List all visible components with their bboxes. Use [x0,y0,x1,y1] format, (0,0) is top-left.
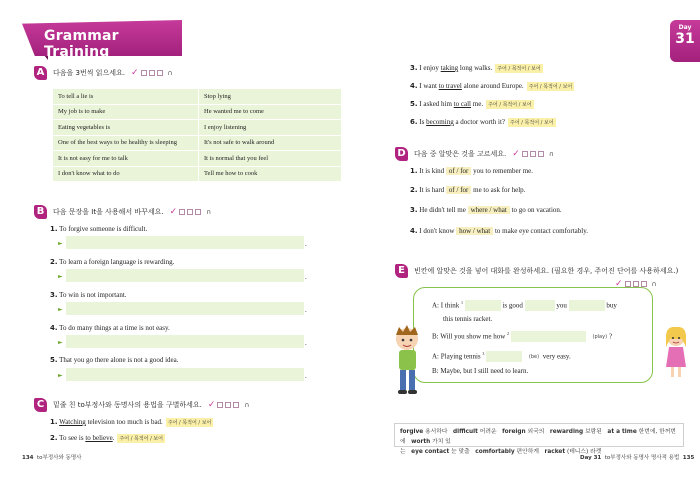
checkbox[interactable] [179,209,185,215]
c-question-1 [50,418,213,427]
day-tab [670,20,700,62]
checkbox[interactable] [233,402,239,408]
answer-field[interactable] [66,269,304,282]
vocab-meaning: 는 [400,449,406,455]
question-text: alone around Europe. [461,82,524,91]
vocab-word: difficult [453,429,478,435]
girl-character-icon [663,325,689,380]
vocab-word: rewarding [549,429,584,435]
period: . [305,339,307,347]
vocab-meaning: 편안하게 [516,449,539,455]
footer-text: to부정사와 동명사 [36,455,82,461]
blank-field[interactable] [569,300,605,311]
answer-hint[interactable]: 주어 / 목적어 / 보어 [119,436,164,442]
underlined-phrase: taking [440,64,459,73]
word-hint: (be) [528,353,540,360]
question-number: 4. [50,324,58,332]
section-c-letter: C [34,398,47,412]
arrow-icon: ► [58,339,63,346]
listen-icon[interactable]: ∩ [244,401,250,409]
dialog-line-2 [432,331,612,342]
table-cell: To tell a lie is [53,89,199,105]
page-number: 135 [682,455,695,461]
question-number: 3. [410,206,418,214]
period: . [305,306,307,314]
question-number: 1. [50,225,58,233]
question-text: me to ask for help. [471,186,526,194]
blank-number: 1 [460,300,463,305]
d-question-1 [410,167,533,175]
checkbox[interactable] [217,402,223,408]
vocab-meaning: 가치 있 [432,439,451,445]
table-row [53,120,342,136]
table-row [53,89,342,105]
checkmark-icon: ✓ [131,68,139,78]
read-checkboxes [131,68,173,78]
checkmark-icon: ✓ [512,149,520,159]
section-d-heading [395,147,554,161]
table-cell: He wanted me to come [199,104,342,120]
question-text: It is hard [419,186,446,194]
answer-hint[interactable]: 주어 / 목적어 / 보어 [167,420,212,426]
boy-character-icon [393,325,423,400]
d-question-2 [410,186,525,194]
blank-field[interactable] [465,300,501,311]
question-text: To win is not important. [59,291,127,299]
read-checkboxes [512,149,554,159]
dialog-text: B: Will you show me how [432,332,506,341]
listen-icon[interactable]: ∩ [651,280,657,288]
table-cell: Stop lying [199,89,342,105]
question-text: Is [419,118,427,127]
right-footer [580,453,694,461]
section-banner [22,20,182,60]
question-number: 2. [50,258,58,266]
vocab-meaning: (테니스) 라켓 [566,449,602,455]
b-question-4 [50,324,170,332]
question-number: 3. [50,291,58,299]
day-label: Day [678,24,692,31]
read-checkboxes [170,207,212,217]
footer-text: to부정사와 동명사 명사적 용법 [604,455,680,461]
question-number: 6. [410,118,418,127]
question-text: To see is [59,434,86,443]
table-cell: One of the best ways to be healthy is sleeping [53,135,199,151]
vocab-meaning: 한번에, 한꺼번에 [400,429,676,445]
choice-option[interactable]: of / for [446,186,471,194]
question-number: 4. [410,227,418,235]
page-number: 134 [22,455,34,461]
section-a-heading [34,66,173,80]
table-cell: I don't know what to do [53,166,199,182]
c-question-4 [410,82,574,91]
checkbox[interactable] [225,402,231,408]
c-question-3 [410,64,543,73]
table-row [53,135,342,151]
choice-option[interactable]: of / for [446,167,471,175]
section-e-heading [395,264,678,278]
question-number: 2. [50,434,58,443]
underlined-phrase: to call [453,100,472,109]
question-text: me. [471,100,484,109]
word-hint: (play) [592,333,608,340]
question-text: to make eye contact comfortably. [493,227,589,235]
section-b-letter: B [34,205,47,219]
vocab-meaning: 어려운 [479,429,497,435]
dialog-text: A: Playing tennis [432,352,481,361]
dialog-text: very easy. [542,352,571,361]
b-question-3 [50,291,127,299]
vocab-meaning: 눈 맞춤 [451,449,470,455]
blank-field[interactable] [511,331,586,342]
d-question-3 [410,206,562,214]
vocab-meaning: 보람된 [585,429,602,435]
answer-field[interactable] [66,302,304,315]
blank-field[interactable] [525,300,555,311]
c-question-2 [50,434,165,443]
underlined-phrase: becoming [426,118,454,127]
listen-icon[interactable]: ∩ [206,208,212,216]
blank-field[interactable] [486,351,522,362]
question-text: It is kind [419,167,446,175]
dialog-line-3 [432,351,571,362]
section-c-instruction: 밑줄 친 to부정사와 동명사의 용법을 구별하세요. [53,401,202,409]
arrow-icon: ► [58,273,63,280]
answer-hint[interactable]: 주어 / 목적어 / 보어 [488,102,532,108]
question-number: 2. [410,186,418,194]
listen-icon[interactable]: ∩ [548,150,554,158]
question-text: a doctor worth it? [453,118,506,127]
question-text: you to remember me. [471,167,533,175]
page-title: Grammar Training [44,28,119,60]
question-text: To do many things at a time is not easy. [59,324,170,332]
section-b-instruction: 다음 문장을 It을 사용해서 바꾸세요. [53,208,164,216]
table-cell: It's not safe to walk around [199,135,342,151]
table-row [53,151,342,167]
question-text: That you go there alone is not a good idea. [59,356,179,364]
question-text: He didn't tell me [419,206,468,214]
underlined-phrase: to travel [438,82,462,91]
question-number: 4. [410,82,418,91]
dialog-text: is good [502,301,523,310]
day-number: 31 [675,31,695,47]
underlined-phrase: to believe [85,434,113,443]
table-cell: Eating vegetables is [53,120,199,136]
dialog-line-1 [432,300,647,311]
footer-day: Day 31 [580,455,602,461]
blank-number: 2 [507,331,510,336]
left-footer [22,453,81,461]
section-c-heading [34,398,250,412]
checkbox[interactable] [522,151,528,157]
dialog-line-4: B: Maybe, but I still need to learn. [432,367,529,375]
vocab-meaning: 외국의 [527,429,545,435]
checkmark-icon: ✓ [207,400,216,410]
choice-option[interactable]: where / what [468,206,510,214]
question-number: 3. [410,64,418,73]
section-a-instruction: 다음을 3번씩 읽으세요. [53,69,125,77]
checkbox[interactable] [149,70,155,76]
choice-option[interactable]: how / what [456,227,493,235]
checkbox[interactable] [195,209,201,215]
dialog-text: buy [606,301,617,310]
vocab-word: comfortably [475,449,515,455]
checkbox[interactable] [187,209,193,215]
answer-field[interactable] [66,368,304,381]
question-text: television too much is bad. [85,418,163,427]
arrow-icon: ► [58,240,63,247]
checkbox[interactable] [530,151,536,157]
answer-hint[interactable]: 주어 / 목적어 / 보어 [497,66,541,72]
table-row [53,104,342,120]
vocab-word: racket [544,449,566,455]
b-question-2 [50,258,174,266]
question-number: 1. [410,167,418,175]
period: . [305,240,307,248]
question-text: . [112,434,115,443]
vocabulary-box [394,423,684,455]
answer-field[interactable] [66,335,304,348]
b-question-5 [50,356,179,364]
arrow-icon: ► [58,306,63,313]
question-text: to go on vacation. [509,206,562,214]
checkbox[interactable] [157,70,163,76]
question-text: I asked him [419,100,454,109]
answer-field[interactable] [66,236,304,249]
section-b-heading [34,205,211,219]
dialog-text: A: I think [432,301,460,310]
phrase-table [52,88,342,182]
checkmark-icon: ✓ [169,207,178,217]
question-number: 5. [410,100,418,109]
d-question-4 [410,227,588,235]
section-d-letter: D [395,147,408,161]
checkbox[interactable] [538,151,544,157]
dialog-text: you [556,301,567,310]
underlined-phrase: Watching [59,418,86,427]
period: . [305,273,307,281]
listen-icon[interactable]: ∩ [167,69,173,77]
c-question-6 [410,118,556,127]
question-text: long walks. [458,64,493,73]
checkbox[interactable] [141,70,147,76]
question-text: I enjoy [419,64,441,73]
read-checkboxes [208,400,250,410]
question-number: 1. [50,418,58,427]
vocab-word: forgive [400,429,424,435]
b-question-1 [50,225,147,233]
question-text: To learn a foreign language is rewarding. [59,258,175,266]
blank-number: 3 [482,351,485,356]
dialog-line-1b: this tennis racket. [443,315,493,323]
section-e-letter: E [395,264,408,278]
vocab-word: at a time [607,429,637,435]
checkmark-icon: ✓ [615,279,623,289]
answer-hint[interactable]: 주어 / 목적어 / 보어 [528,84,573,90]
section-a-letter: A [34,66,47,80]
table-cell: My job is to make [53,104,199,120]
c-question-5 [410,100,534,109]
table-cell: It is not easy for me to talk [53,151,199,167]
question-number: 5. [50,356,58,364]
table-cell: I enjoy listening [199,120,342,136]
table-cell: It is normal that you feel [199,151,342,167]
section-d-instruction: 다음 중 알맞은 것을 고르세요. [414,150,507,158]
arrow-icon: ► [58,372,63,379]
table-cell: Tell me how to cook [199,166,342,182]
dialog-text: ? [609,332,613,341]
vocab-meaning: 용서하다 [425,429,448,435]
question-text: I don't know [419,227,457,235]
answer-hint[interactable]: 주어 / 목적어 / 보어 [510,120,554,126]
section-e-instruction: 빈칸에 알맞은 것을 넣어 대화를 완성하세요. (필요한 경우, 주어진 단어를 사용하세요.) [414,267,679,275]
vocab-word: foreign [502,429,526,435]
question-text: To forgive someone is difficult. [59,225,148,233]
table-row [53,166,342,182]
vocab-word: eye contact [411,449,450,455]
vocab-word: worth [411,439,431,445]
period: . [305,372,307,380]
question-text: I want [419,82,439,91]
